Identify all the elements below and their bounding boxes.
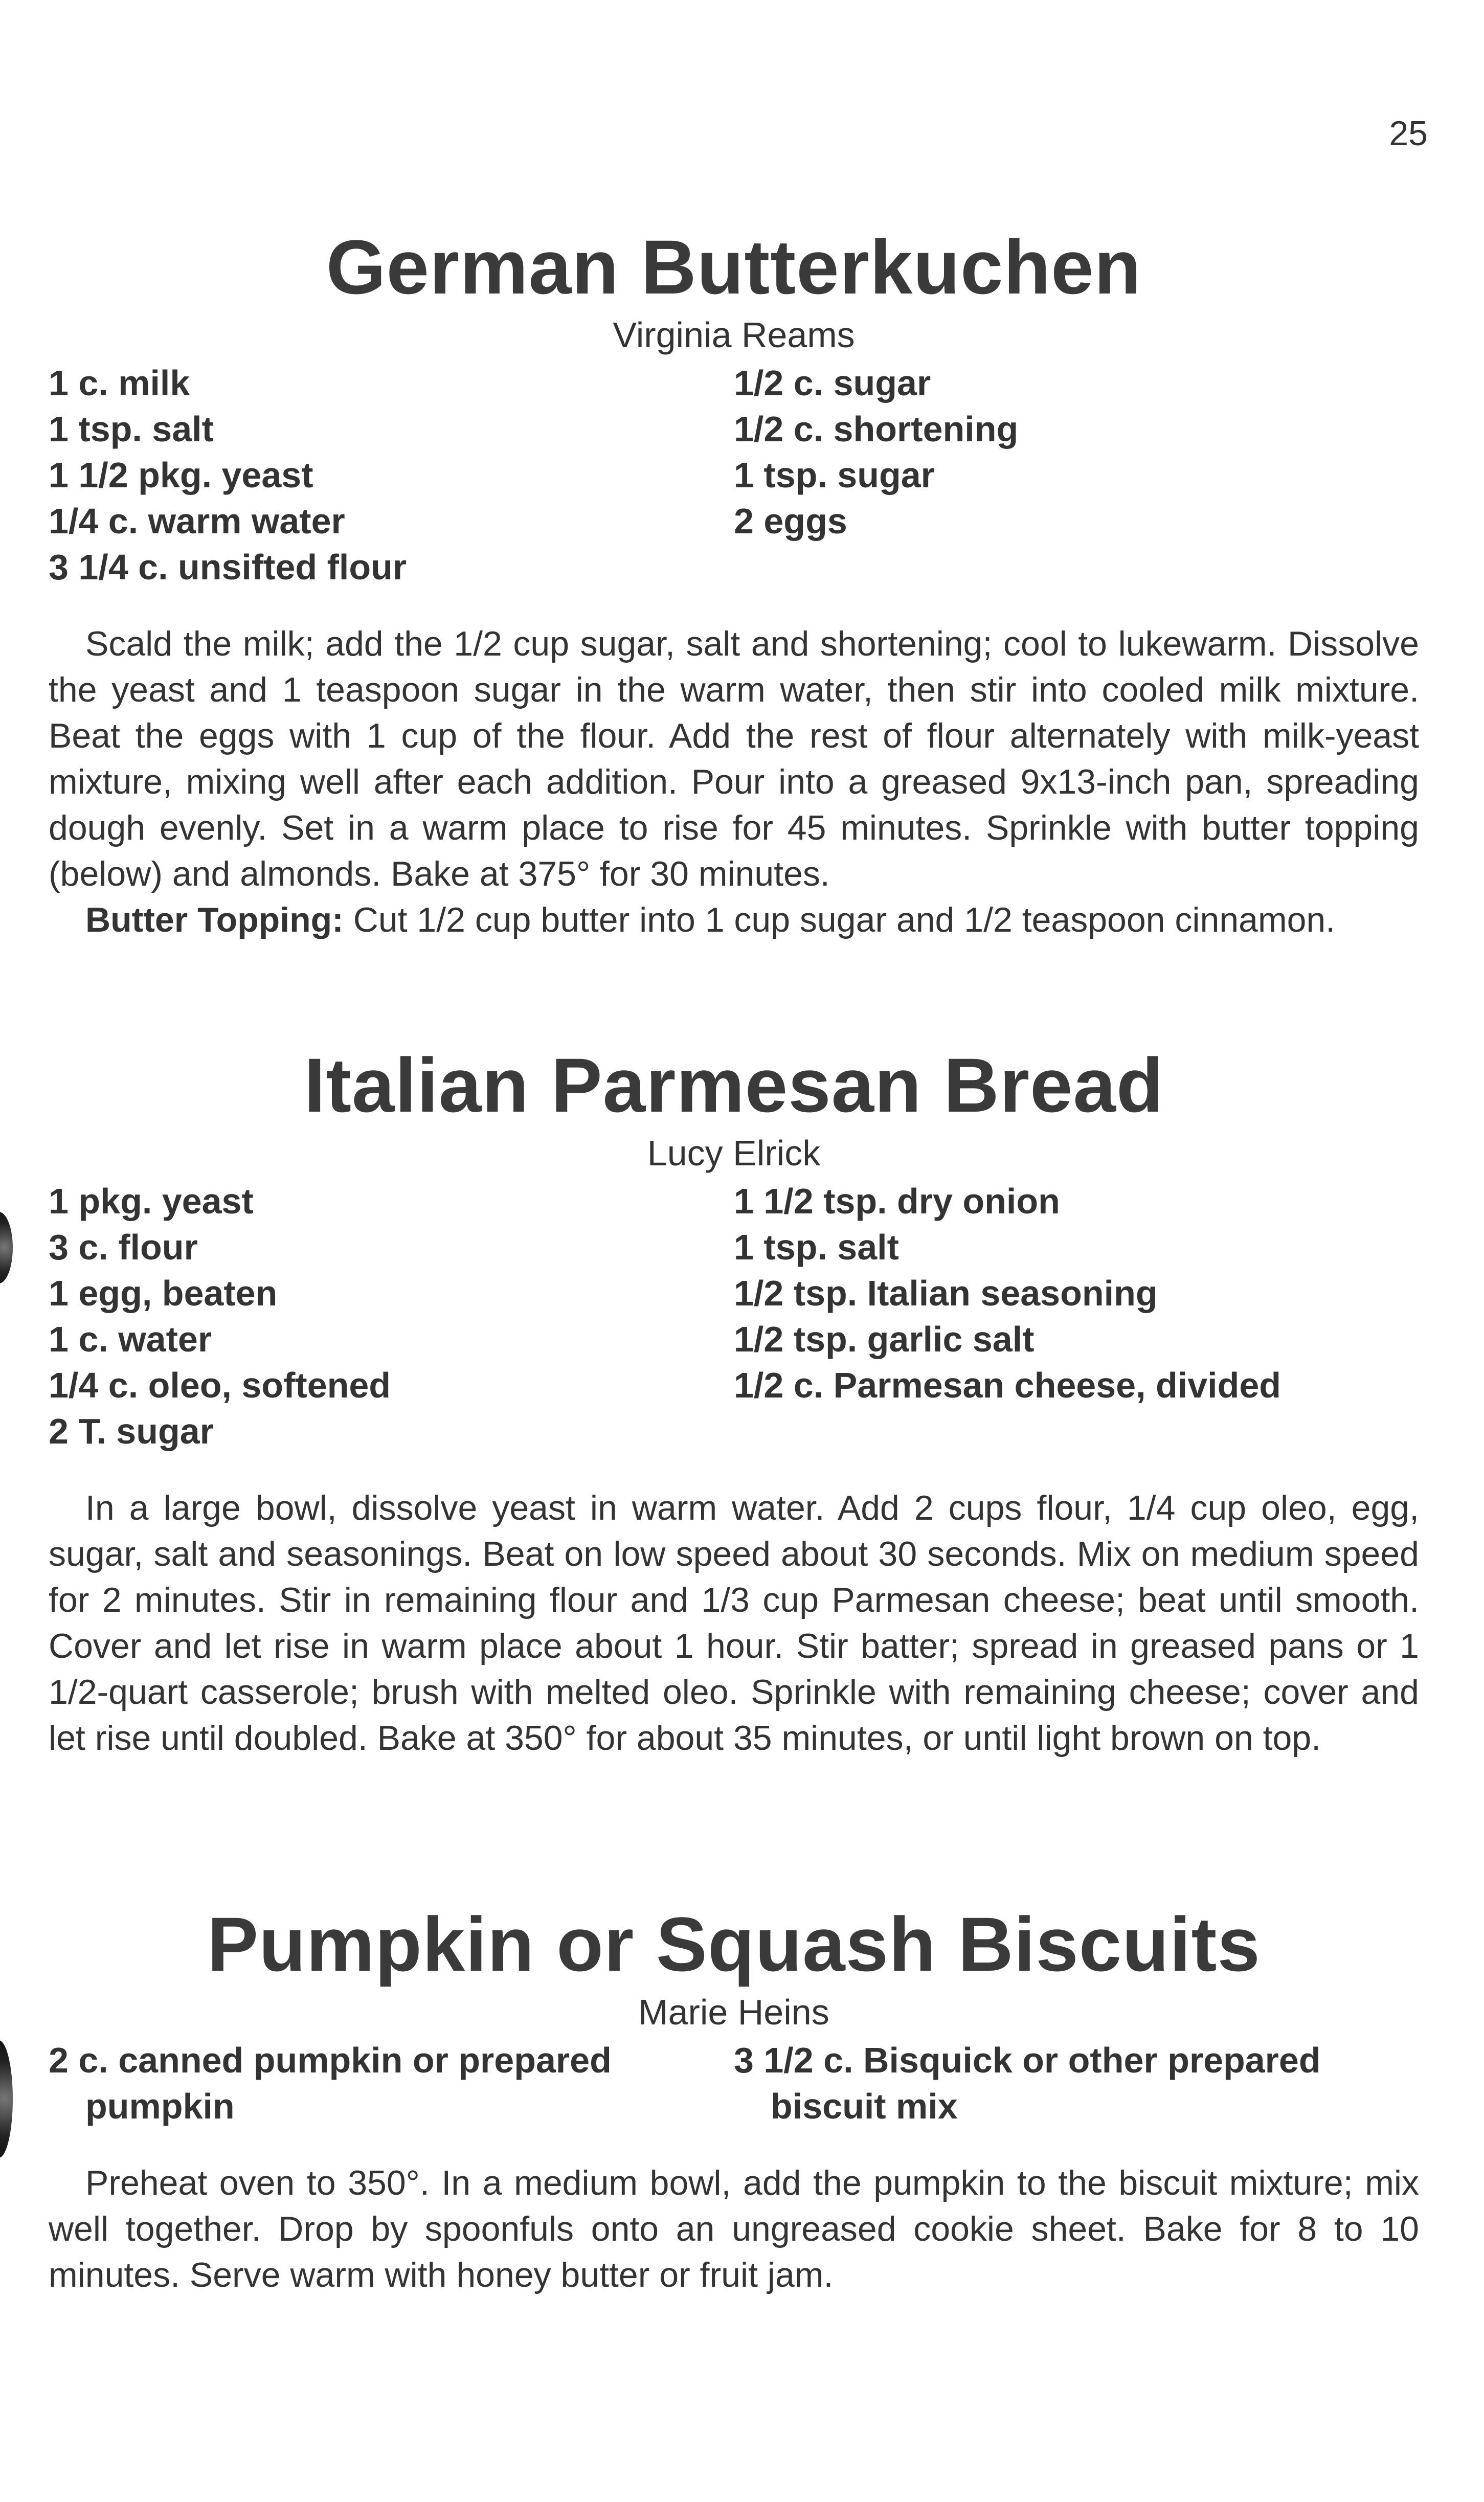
ingredient: 1 tsp. sugar (734, 455, 935, 495)
directions (49, 1485, 1419, 1761)
ingredient: 1 1/2 pkg. yeast (49, 455, 313, 495)
directions-text: Scald the milk; add the 1/2 cup sugar, salt and shortening; cool to lukewarm. Dissolve the yeast and 1 teaspoon sugar in the warm water, then stir into cooled milk mixture. Beat the eggs with 1 cup of the flour. Add the rest of flour alternately with milk-yeast mixture, mixing well after each addition. Pour into a greased 9x13-inch pan, spreading dough evenly. Set in a warm place to rise for 45 minutes. Sprinkle with butter topping (below) and almonds. Bake at 375° for 30 minutes. (49, 624, 1419, 893)
ingredient: 1/2 c. shortening (734, 409, 1019, 449)
directions-text: Preheat oven to 350°. In a medium bowl, add the pumpkin to the biscuit mixture; mix well together. Drop by spoonfuls onto an ungreased cookie sheet. Bake for 8 to 10 minutes. Serve warm with honey butter or fruit jam. (49, 2163, 1419, 2294)
recipe-title: German Butterkuchen (326, 224, 1142, 310)
ingredient: 1/2 c. Parmesan cheese, divided (734, 1365, 1281, 1405)
ingredients (49, 1178, 1419, 1454)
directions (49, 621, 1419, 943)
ingredients (49, 360, 1419, 590)
ingredients (49, 2037, 1419, 2129)
ingredient: 2 T. sugar (49, 1411, 214, 1451)
ingredients-left-column (49, 360, 734, 590)
ingredient: 3 c. flour (49, 1227, 198, 1267)
directions (49, 2160, 1419, 2298)
ingredients-left-column (49, 1178, 734, 1454)
ingredients-right-column (734, 360, 1419, 590)
ingredient: 1/4 c. oleo, softened (49, 1365, 391, 1405)
ingredient: 1 c. milk (49, 363, 190, 403)
ingredient: 1/2 tsp. Italian seasoning (734, 1273, 1158, 1313)
recipe-author: Marie Heins (638, 1992, 829, 2032)
ingredient: 1 1/2 tsp. dry onion (734, 1181, 1060, 1221)
recipe-title: Pumpkin or Squash Biscuits (207, 1901, 1261, 1987)
ingredient: 2 eggs (734, 501, 847, 541)
page-number: 25 (1389, 114, 1428, 153)
ingredient: 1/2 c. sugar (734, 363, 931, 403)
ingredient: 1 c. water (49, 1319, 212, 1359)
ingredient: 1/2 tsp. garlic salt (734, 1319, 1035, 1359)
recipe-pumpkin-squash-biscuits (49, 1902, 1419, 2298)
topping-paragraph (49, 897, 1419, 943)
recipe-author: Virginia Reams (613, 315, 855, 355)
ingredient: 2 c. canned pumpkin or prepared pumpkin (49, 2040, 612, 2126)
ingredients-left-column (49, 2037, 734, 2129)
topping-text: Cut 1/2 cup butter into 1 cup sugar and 1/2 teaspoon cinnamon. (343, 900, 1336, 939)
ingredient: 1 pkg. yeast (49, 1181, 254, 1221)
ingredient: 1 tsp. salt (49, 409, 214, 449)
ingredient: 3 1/4 c. unsifted flour (49, 547, 407, 587)
ingredients-right-column (734, 2037, 1419, 2129)
ingredient: 1 tsp. salt (734, 1227, 899, 1267)
ingredient: 1/4 c. warm water (49, 501, 345, 541)
recipe-author: Lucy Elrick (647, 1133, 821, 1173)
topping-label: Butter Topping: (85, 900, 344, 939)
recipe-italian-parmesan-bread (49, 1043, 1419, 1761)
directions-text: In a large bowl, dissolve yeast in warm water. Add 2 cups flour, 1/4 cup oleo, egg, sugar, salt and seasonings. Beat on low speed about 30 seconds. Mix on medium speed for 2 minutes. Stir in remaining flour and 1/3 cup Parmesan cheese; beat until smooth. Cover and let rise in warm place about 1 hour. Stir batter; spread in greased pans or 1 1/2-quart casserole; brush with melted oleo. Sprinkle with remaining cheese; cover and let rise until doubled. Bake at 350° for about 35 minutes, or until light brown on top. (49, 1489, 1419, 1757)
ingredients-right-column (734, 1178, 1419, 1454)
recipe-title: Italian Parmesan Bread (304, 1042, 1164, 1128)
recipe-german-butterkuchen (49, 225, 1419, 943)
binding-hole-lower (0, 2040, 13, 2158)
ingredient: 1 egg, beaten (49, 1273, 278, 1313)
ingredient: 3 1/2 c. Bisquick or other prepared biscuit mix (734, 2040, 1321, 2126)
binding-hole-upper (0, 1212, 13, 1283)
